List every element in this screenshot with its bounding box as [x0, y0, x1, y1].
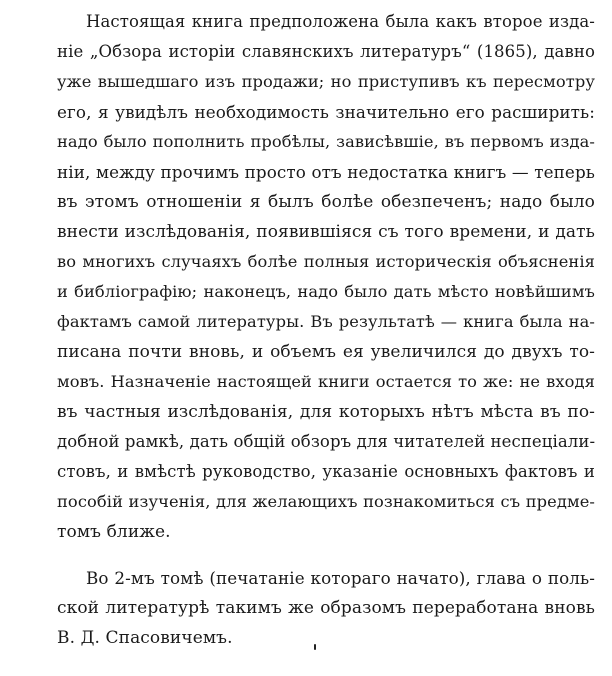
paragraph-1-line-7: въ этомъ отношеніи я былъ болѣе обезпеченъ; надо было	[57, 192, 595, 212]
paragraph-1-line-16: стовъ, и вмѣстѣ руководство, указаніе основныхъ фактовъ и	[57, 462, 595, 481]
paragraph-2-line-2: ской литературѣ такимъ же образомъ переработана вновь	[57, 598, 595, 618]
paragraph-1-line-8: внести изслѣдованія, появившіяся съ того времени, и дать	[57, 222, 595, 242]
paragraph-1-line-13: мовъ. Назначеніе настоящей книги остается то же: не входя	[57, 372, 595, 391]
paragraph-1-line-6: ніи, между прочимъ просто отъ недостатка книгъ — теперь	[57, 162, 595, 182]
paragraph-1-line-4: его, я увидѣлъ необходимость значительно его расширить:	[57, 102, 595, 122]
paragraph-1-line-2: ніе „Обзора исторіи славянскихъ литературъ“ (1865), давно	[57, 42, 595, 61]
paragraph-2-line-1: Во 2-мъ томѣ (печатаніе котораго начато), глава о поль-	[86, 568, 595, 588]
ink-speck-mark	[314, 644, 316, 650]
paragraph-1-line-14: въ частныя изслѣдованія, для которыхъ нѣтъ мѣста въ по-	[57, 402, 595, 422]
paragraph-1-line-11: фактамъ самой литературы. Въ результатѣ — книга была на-	[57, 312, 595, 331]
paragraph-1-line-12: писана почти вновь, и объемъ ея увеличился до двухъ то-	[57, 342, 595, 362]
paragraph-1-line-17: пособій изученія, для желающихъ познакомиться съ предме-	[57, 492, 595, 511]
paragraph-1-line-5: надо было пополнить пробѣлы, зависѣвшіе, въ первомъ изда-	[57, 132, 595, 151]
paragraph-1-line-15: добной рамкѣ, дать общій обзоръ для читателей неспеціали-	[57, 432, 596, 451]
paragraph-2-line-3: В. Д. Спасовичемъ.	[57, 628, 233, 648]
paragraph-1-line-10: и библіографію; наконецъ, надо было дать мѣсто новѣйшимъ	[57, 282, 595, 301]
paragraph-1-line-9: во многихъ случаяхъ болѣе полныя историческія объясненія	[57, 252, 595, 271]
paragraph-1-line-18: томъ ближе.	[57, 522, 171, 542]
paragraph-1-line-3: уже вышедшаго изъ продажи; но приступивъ къ пересмотру	[57, 72, 595, 91]
paragraph-1-line-1: Настоящая книга предположена была какъ второе изда-	[86, 12, 595, 31]
